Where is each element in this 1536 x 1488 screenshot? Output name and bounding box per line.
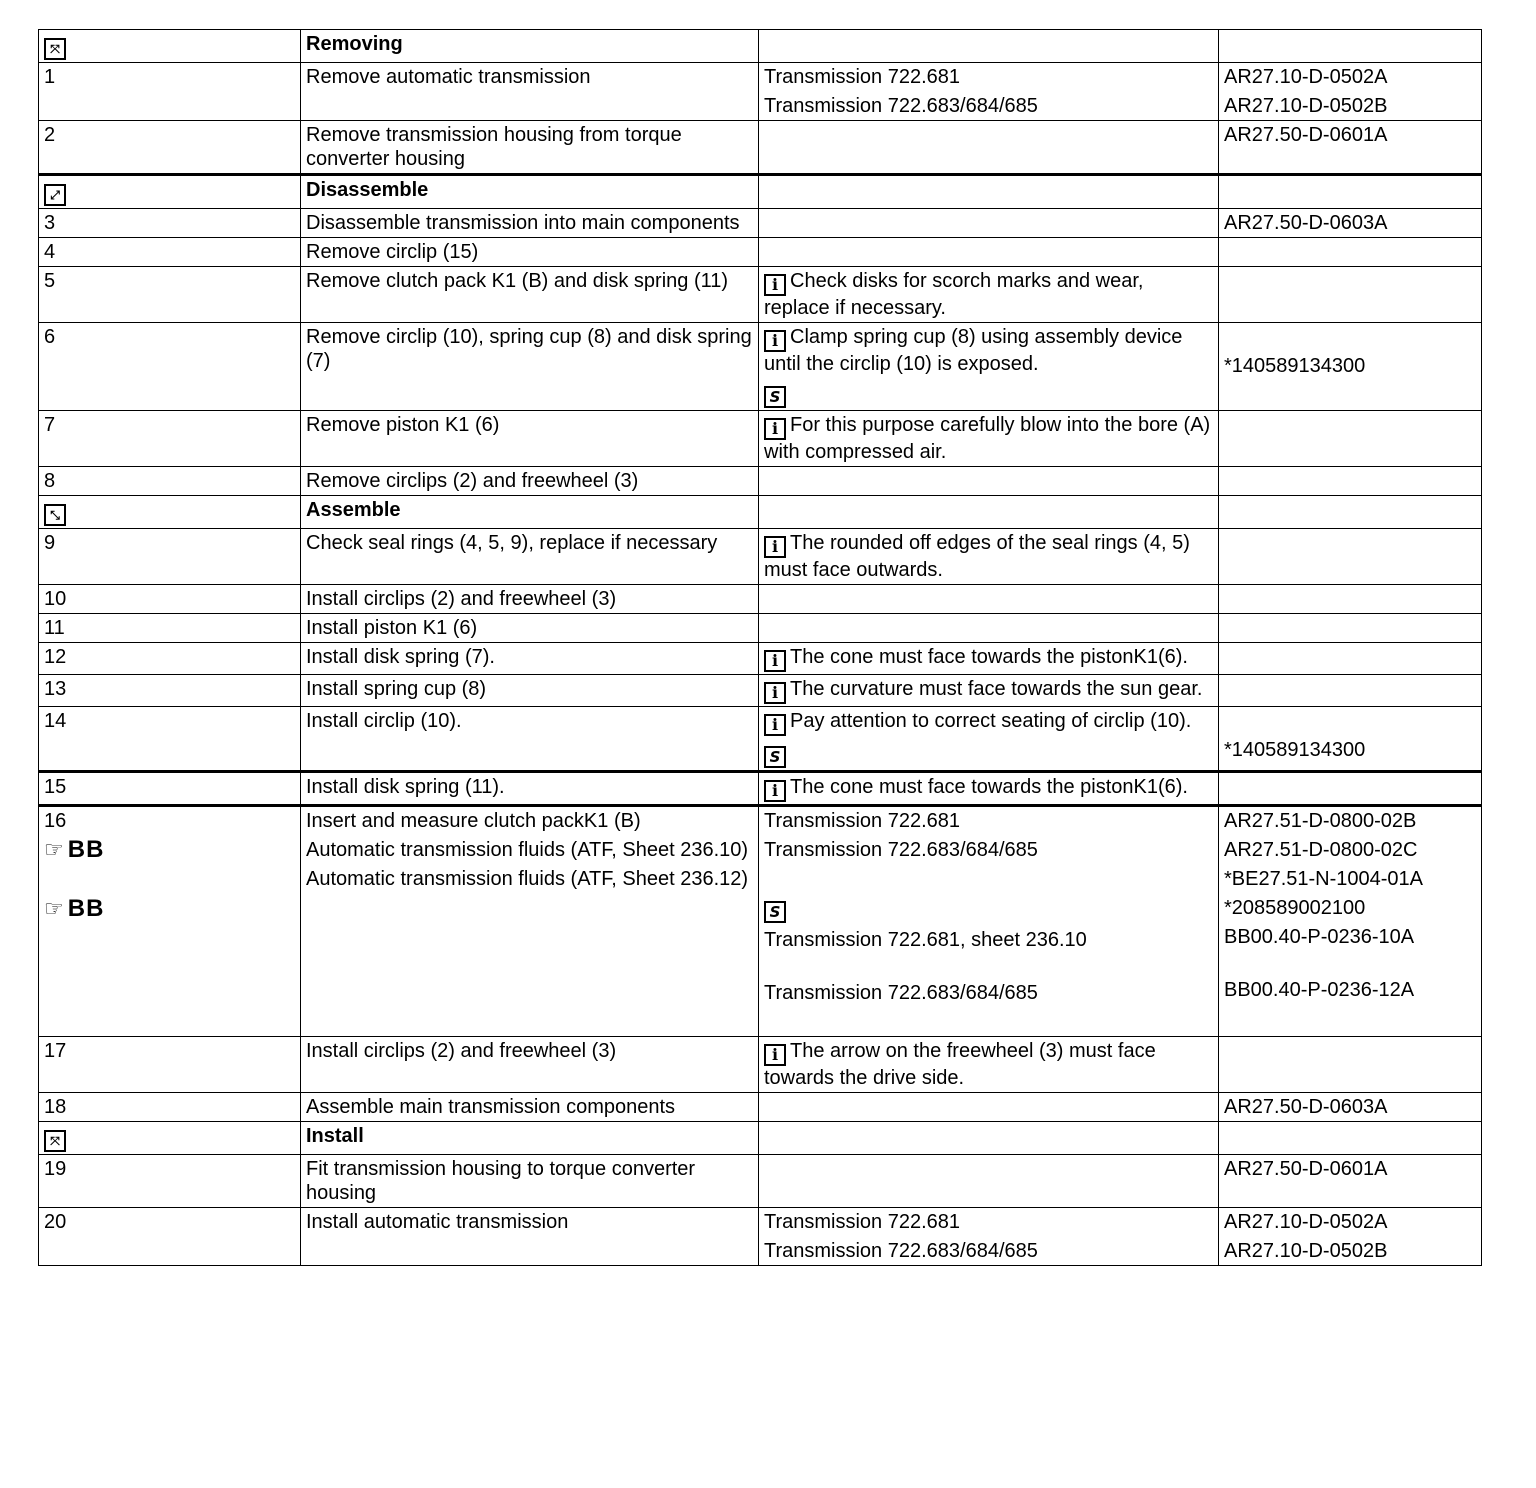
fluid-note: Transmission 722.681, sheet 236.10 [764, 929, 1087, 951]
step-number: 11 [44, 617, 65, 639]
reference-cell [1219, 1093, 1482, 1122]
fluid-note: Transmission 722.683/684/685 [764, 982, 1038, 1004]
reference-cell [1219, 30, 1482, 63]
note-line [764, 775, 1214, 802]
note-line: Transmission 722.683/684/685 [764, 1240, 1038, 1262]
reference-cell [1219, 121, 1482, 175]
reference-cell [1219, 411, 1482, 467]
step-cell [39, 30, 301, 63]
hand-pointer-icon: ☞ [44, 838, 64, 863]
note-cell [759, 175, 1219, 209]
step-row [39, 63, 1482, 121]
special-tool-icon: S [764, 386, 786, 408]
info-text: The cone must face towards the pistonK1(6). [790, 776, 1188, 798]
action-text: Remove transmission housing from torque converter housing [306, 124, 682, 170]
step-cell [39, 267, 301, 323]
step-cell [39, 1093, 301, 1122]
action-text: Check seal rings (4, 5, 9), replace if necessary [306, 532, 718, 554]
action-text: Install circlips (2) and freewheel (3) [306, 588, 617, 610]
step-cell [39, 806, 301, 1037]
action-text: Remove automatic transmission [306, 66, 591, 88]
note-cell [759, 121, 1219, 175]
info-icon: i [764, 330, 786, 352]
step-number: 17 [44, 1040, 67, 1062]
step-number: 12 [44, 646, 67, 668]
step-row [39, 121, 1482, 175]
note-cell [759, 1122, 1219, 1155]
step-number: 10 [44, 588, 67, 610]
action-cell [301, 707, 759, 772]
note-line [764, 677, 1214, 704]
reference-cell [1219, 1037, 1482, 1093]
step-number: 6 [44, 326, 56, 348]
action-cell [301, 529, 759, 585]
note-line: Transmission 722.683/684/685 [764, 95, 1038, 117]
step-number: 8 [44, 470, 56, 492]
reference-cell [1219, 643, 1482, 675]
note-cell [759, 1208, 1219, 1266]
info-text: The arrow on the freewheel (3) must face towards the drive side. [764, 1040, 1156, 1089]
action-text: Remove circlip (10), spring cup (8) and disk spring (7) [306, 326, 752, 372]
step-row [39, 707, 1482, 772]
step-number: 13 [44, 678, 67, 700]
info-text: For this purpose carefully blow into the bore (A) with compressed air. [764, 414, 1211, 463]
hand-pointer-icon: ☞ [44, 897, 64, 922]
action-text: Install spring cup (8) [306, 678, 487, 700]
reference-cell [1219, 772, 1482, 806]
note-cell [759, 30, 1219, 63]
note-cell [759, 267, 1219, 323]
step-row [39, 643, 1482, 675]
note-cell [759, 209, 1219, 238]
remove-install-icon: ⤧ [44, 38, 66, 60]
step-number: 1 [44, 66, 56, 88]
bb-marker [44, 838, 296, 863]
section-row [39, 30, 1482, 63]
reference-cell [1219, 496, 1482, 529]
action-text: Install automatic transmission [306, 1211, 569, 1233]
note-line [764, 867, 1214, 891]
step-row [39, 267, 1482, 323]
special-tool-icon: S [764, 901, 786, 923]
action-text: Fit transmission housing to torque converter housing [306, 1158, 696, 1204]
step-row [39, 238, 1482, 267]
note-line [764, 709, 1214, 736]
note-cell [759, 772, 1219, 806]
remove-install-icon: ⤧ [44, 1130, 66, 1152]
step-row [39, 1037, 1482, 1093]
action-text: Remove clutch pack K1 (B) and disk spring (11) [306, 270, 729, 292]
step-row [39, 1155, 1482, 1208]
info-icon: i [764, 650, 786, 672]
note-cell [759, 1093, 1219, 1122]
action-text: Install circlip (10). [306, 710, 462, 732]
step-cell [39, 772, 301, 806]
note-line [764, 325, 1214, 376]
reference-link[interactable]: AR27.51-D-0800-02C [1224, 839, 1418, 861]
note-line: Transmission 722.681 [764, 66, 961, 88]
info-text: Clamp spring cup (8) using assembly device until the circlip (10) is exposed. [764, 326, 1183, 375]
action-cell [301, 1208, 759, 1266]
action-cell [301, 267, 759, 323]
note-cell [759, 675, 1219, 707]
note-cell [759, 585, 1219, 614]
note-cell [759, 496, 1219, 529]
step-number: 18 [44, 1096, 67, 1118]
action-cell [301, 467, 759, 496]
note-cell [759, 1155, 1219, 1208]
note-cell [759, 323, 1219, 411]
section-title: Install [306, 1125, 364, 1147]
reference-link[interactable]: AR27.10-D-0502A [1224, 1211, 1388, 1233]
step-row [39, 806, 1482, 1037]
step-number: 16 [44, 810, 67, 832]
action-cell [301, 411, 759, 467]
step-number: 4 [44, 241, 56, 263]
step-number: 20 [44, 1211, 67, 1233]
step-cell [39, 1122, 301, 1155]
step-row [39, 585, 1482, 614]
action-text: Insert and measure clutch packK1 (B) [306, 810, 641, 832]
action-text: Install disk spring (7). [306, 646, 495, 668]
reference-cell [1219, 175, 1482, 209]
action-text: Install piston K1 (6) [306, 617, 478, 639]
action-cell [301, 30, 759, 63]
info-icon: i [764, 714, 786, 736]
reference-link[interactable]: BB00.40-P-0236-10A [1224, 926, 1415, 948]
special-tool-icon: S [764, 746, 786, 768]
reference-link[interactable]: AR27.51-D-0800-02B [1224, 810, 1417, 832]
step-row [39, 1208, 1482, 1266]
action-cell [301, 643, 759, 675]
info-text: Check disks for scorch marks and wear, replace if necessary. [764, 270, 1144, 319]
action-text: Install circlips (2) and freewheel (3) [306, 1040, 617, 1062]
reference-link[interactable]: AR27.10-D-0502A [1224, 66, 1388, 88]
step-cell [39, 238, 301, 267]
action-text: Remove piston K1 (6) [306, 414, 500, 436]
step-row [39, 467, 1482, 496]
step-cell [39, 175, 301, 209]
action-text: Install disk spring (11). [306, 776, 505, 798]
step-row [39, 614, 1482, 643]
reference-cell [1219, 323, 1482, 411]
step-cell [39, 467, 301, 496]
action-cell [301, 1037, 759, 1093]
step-cell [39, 496, 301, 529]
fluid-text: Automatic transmission fluids (ATF, Sheet 236.12) [306, 868, 749, 890]
reference-cell [1219, 209, 1482, 238]
note-line [764, 896, 1214, 923]
info-icon: i [764, 780, 786, 802]
note-line [764, 741, 1214, 768]
section-row [39, 496, 1482, 529]
bb-label: BB [67, 895, 105, 922]
step-row [39, 529, 1482, 585]
bb-marker [44, 897, 296, 922]
note-cell [759, 643, 1219, 675]
info-text: Pay attention to correct seating of circlip (10). [790, 710, 1192, 732]
fluid-text: Automatic transmission fluids (ATF, Sheet 236.10) [306, 839, 749, 861]
step-cell [39, 614, 301, 643]
reference-cell [1219, 614, 1482, 643]
procedure-table [38, 29, 1482, 1266]
reference-cell [1219, 1208, 1482, 1266]
reference-link[interactable]: AR27.50-D-0603A [1224, 212, 1388, 234]
reference-cell [1219, 467, 1482, 496]
action-cell [301, 675, 759, 707]
reference-cell [1219, 529, 1482, 585]
reference-link[interactable]: AR27.50-D-0601A [1224, 124, 1388, 146]
step-number: 7 [44, 414, 56, 436]
step-cell [39, 643, 301, 675]
step-cell [39, 209, 301, 238]
action-cell [301, 238, 759, 267]
reference-cell [1219, 238, 1482, 267]
info-text: The cone must face towards the pistonK1(6). [790, 646, 1188, 668]
action-cell [301, 1122, 759, 1155]
action-cell [301, 121, 759, 175]
note-cell [759, 467, 1219, 496]
action-cell [301, 1093, 759, 1122]
reference-link[interactable]: *BE27.51-N-1004-01A [1224, 868, 1424, 890]
info-text: The curvature must face towards the sun gear. [790, 678, 1203, 700]
reference-cell [1219, 585, 1482, 614]
step-row [39, 675, 1482, 707]
section-row [39, 1122, 1482, 1155]
section-title: Disassemble [306, 179, 429, 201]
reference-link [1224, 325, 1477, 349]
info-icon: i [764, 682, 786, 704]
note-cell [759, 529, 1219, 585]
action-cell [301, 772, 759, 806]
info-icon: i [764, 274, 786, 296]
action-text: Remove circlips (2) and freewheel (3) [306, 470, 639, 492]
note-line [764, 1039, 1214, 1090]
note-line: Transmission 722.681 [764, 810, 961, 832]
step-cell [39, 1155, 301, 1208]
reference-link[interactable]: BB00.40-P-0236-12A [1224, 979, 1415, 1001]
step-cell [39, 1037, 301, 1093]
action-text: Remove circlip (15) [306, 241, 479, 263]
note-cell [759, 238, 1219, 267]
step-cell [39, 707, 301, 772]
note-cell [759, 707, 1219, 772]
step-cell [39, 1208, 301, 1266]
step-cell [39, 675, 301, 707]
step-number: 19 [44, 1158, 67, 1180]
step-number: 9 [44, 532, 56, 554]
reference-link[interactable]: *140589134300 [1224, 739, 1366, 761]
note-line [764, 381, 1214, 408]
step-number: 2 [44, 124, 56, 146]
info-icon: i [764, 536, 786, 558]
action-cell [301, 585, 759, 614]
info-icon: i [764, 1044, 786, 1066]
reference-link[interactable]: AR27.10-D-0502B [1224, 95, 1388, 117]
action-cell [301, 209, 759, 238]
reference-link[interactable]: AR27.10-D-0502B [1224, 1240, 1388, 1262]
reference-cell [1219, 1122, 1482, 1155]
action-cell [301, 63, 759, 121]
procedure-table-body [39, 30, 1482, 1266]
assemble-icon: ⤡ [44, 504, 66, 526]
reference-link [1224, 709, 1477, 733]
action-cell [301, 806, 759, 1037]
note-line [764, 413, 1214, 464]
action-cell [301, 175, 759, 209]
step-cell [39, 323, 301, 411]
note-line [764, 531, 1214, 582]
step-row [39, 772, 1482, 806]
step-row [39, 209, 1482, 238]
action-cell [301, 614, 759, 643]
reference-cell [1219, 707, 1482, 772]
action-text: Disassemble transmission into main components [306, 212, 740, 234]
note-cell [759, 411, 1219, 467]
step-cell [39, 411, 301, 467]
step-cell [39, 63, 301, 121]
step-number: 5 [44, 270, 56, 292]
note-line: Transmission 722.681 [764, 1211, 961, 1233]
section-row [39, 175, 1482, 209]
note-cell [759, 806, 1219, 1037]
info-icon: i [764, 418, 786, 440]
action-cell [301, 1155, 759, 1208]
reference-cell [1219, 806, 1482, 1037]
reference-link[interactable]: AR27.50-D-0603A [1224, 1096, 1388, 1118]
note-cell [759, 1037, 1219, 1093]
reference-cell [1219, 63, 1482, 121]
note-line [764, 269, 1214, 320]
reference-link[interactable]: *208589002100 [1224, 897, 1366, 919]
disassemble-icon: ⤢ [44, 184, 66, 206]
reference-link[interactable]: *140589134300 [1224, 355, 1366, 377]
section-title: Assemble [306, 499, 401, 521]
reference-link[interactable]: AR27.50-D-0601A [1224, 1158, 1388, 1180]
step-cell [39, 585, 301, 614]
reference-cell [1219, 267, 1482, 323]
step-cell [39, 529, 301, 585]
step-row [39, 323, 1482, 411]
note-cell [759, 614, 1219, 643]
note-line: Transmission 722.683/684/685 [764, 839, 1038, 861]
reference-cell [1219, 1155, 1482, 1208]
step-number: 3 [44, 212, 56, 234]
step-row [39, 1093, 1482, 1122]
step-number: 14 [44, 710, 67, 732]
note-line [764, 645, 1214, 672]
action-text: Assemble main transmission components [306, 1096, 676, 1118]
note-cell [759, 63, 1219, 121]
step-cell [39, 121, 301, 175]
step-row [39, 411, 1482, 467]
action-cell [301, 496, 759, 529]
bb-label: BB [67, 836, 105, 863]
step-number: 15 [44, 776, 67, 798]
section-title: Removing [306, 33, 403, 55]
info-text: The rounded off edges of the seal rings (4, 5) must face outwards. [764, 532, 1190, 581]
action-cell [301, 323, 759, 411]
reference-cell [1219, 675, 1482, 707]
